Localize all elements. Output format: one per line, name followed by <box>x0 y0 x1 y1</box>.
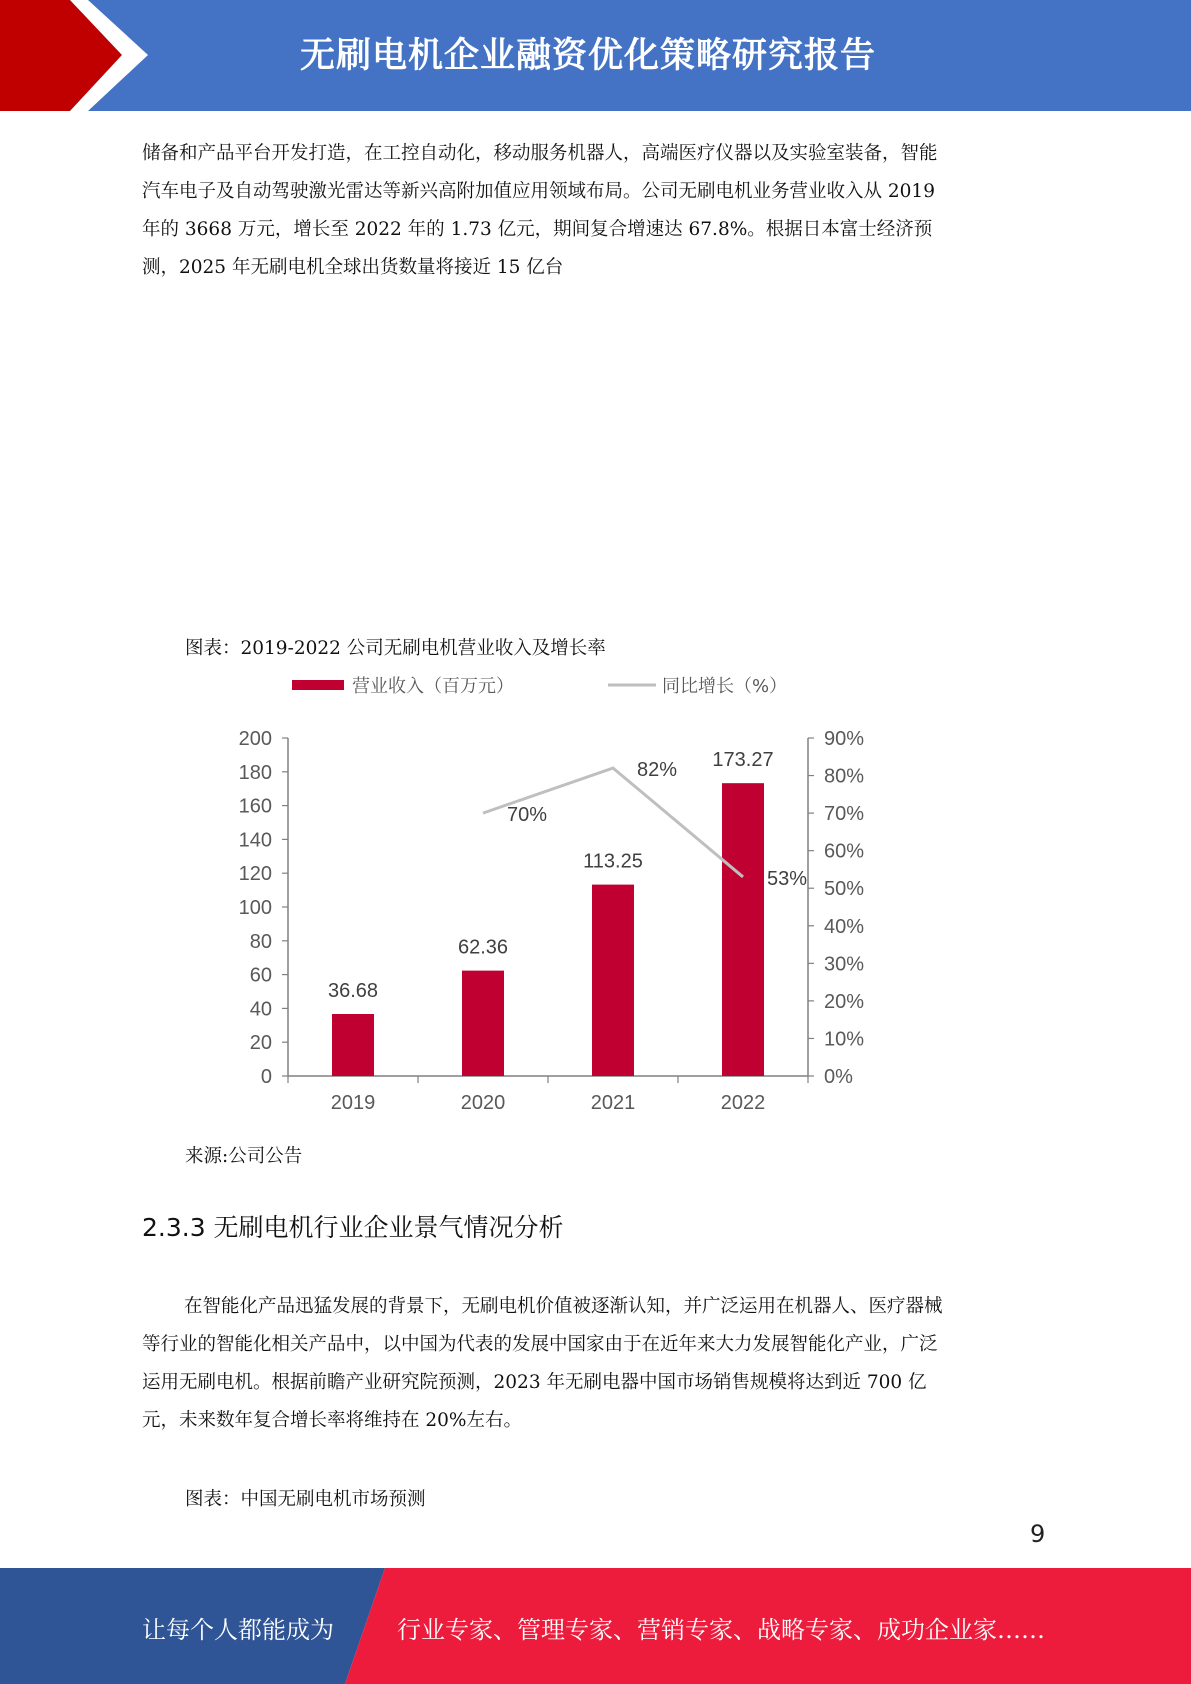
legend-swatch-revenue <box>292 680 344 690</box>
text-line: 运用无刷电机。根据前瞻产业研究院预测，2023 年无刷电器中国市场销售规模将达到近 700 亿 <box>142 1372 927 1393</box>
text-line: 汽车电子及自动驾驶激光雷达等新兴高附加值应用领域布局。公司无刷电机业务营业收入从 2019 <box>142 181 935 202</box>
y-right-tick-label: 70% <box>824 803 865 826</box>
y-right-tick-label: 0% <box>824 1066 853 1088</box>
figure-source: 来源:公司公告 <box>185 1146 303 1167</box>
text-line: 年的 3668 万元，增长至 2022 年的 1.73 亿元，期间复合增速达 67.8%。根据日本富士经济预 <box>142 219 933 240</box>
page-number: 9 <box>1030 1520 1046 1548</box>
y-left-tick-label: 100 <box>238 897 272 919</box>
revenue-bar <box>722 783 764 1076</box>
y-left-tick-label: 120 <box>238 863 272 886</box>
growth-data-label: 82% <box>637 759 678 782</box>
revenue-growth-chart <box>190 660 910 1120</box>
y-left-tick-label: 0 <box>260 1066 272 1088</box>
growth-data-label: 53% <box>767 867 808 890</box>
section-heading: 2.3.3 无刷电机行业企业景气情况分析 <box>142 1213 564 1242</box>
y-left-tick-label: 40 <box>249 998 272 1021</box>
text-line: 等行业的智能化相关产品中，以中国为代表的发展中国家由于在近年来大力发展智能化产业，广泛 <box>142 1334 938 1355</box>
legend-label-growth: 同比增长（%） <box>662 676 788 697</box>
y-right-tick-label: 40% <box>824 915 865 938</box>
intro-paragraph <box>142 135 1047 287</box>
header-arrow-decoration <box>0 0 200 111</box>
y-left-tick-label: 20 <box>249 1032 272 1055</box>
y-right-tick-label: 20% <box>824 990 865 1013</box>
section-paragraph <box>142 1288 1047 1440</box>
x-tick-label: 2021 <box>590 1092 636 1114</box>
y-right-tick-label: 80% <box>824 765 865 788</box>
legend-label-revenue: 营业收入（百万元） <box>352 676 514 697</box>
footer-slogan-right: 行业专家、管理专家、营销专家、战略专家、成功企业家…… <box>397 1616 1045 1644</box>
text-line: 元，未来数年复合增长率将维持在 20%左右。 <box>142 1410 523 1431</box>
figure-caption: 图表：2019-2022 公司无刷电机营业收入及增长率 <box>185 638 606 659</box>
revenue-data-label: 62.36 <box>457 936 509 959</box>
y-left-tick-label: 180 <box>238 761 272 784</box>
page-header <box>0 0 1191 111</box>
y-right-tick-label: 60% <box>824 840 865 863</box>
y-right-tick-label: 30% <box>824 953 865 976</box>
y-right-tick-label: 90% <box>824 728 865 750</box>
x-tick-label: 2022 <box>720 1092 766 1114</box>
x-tick-label: 2020 <box>460 1092 506 1114</box>
revenue-bar <box>462 971 504 1076</box>
y-left-tick-label: 60 <box>249 964 272 987</box>
y-left-tick-label: 200 <box>238 728 272 750</box>
y-left-tick-label: 140 <box>238 829 272 852</box>
report-title: 无刷电机企业融资优化策略研究报告 <box>300 36 877 76</box>
page-footer <box>0 1568 1191 1684</box>
revenue-data-label: 36.68 <box>327 980 379 1003</box>
text-line: 在智能化产品迅猛发展的背景下，无刷电机价值被逐渐认知，并广泛运用在机器人、医疗器械 <box>184 1296 943 1317</box>
y-right-tick-label: 50% <box>824 878 865 901</box>
text-line: 测，2025 年无刷电机全球出货数量将接近 15 亿台 <box>142 257 564 278</box>
y-right-tick-label: 10% <box>824 1028 865 1051</box>
x-tick-label: 2019 <box>330 1092 376 1114</box>
growth-data-label: 70% <box>507 804 548 827</box>
text-line: 储备和产品平台开发打造，在工控自动化，移动服务机器人，高端医疗仪器以及实验室装备，智能 <box>142 143 938 164</box>
revenue-bar <box>592 885 634 1076</box>
revenue-data-label: 113.25 <box>583 850 643 873</box>
footer-slogan-left: 让每个人都能成为 <box>142 1616 334 1644</box>
revenue-data-label: 173.27 <box>712 749 774 772</box>
figure-caption-2: 图表：中国无刷电机市场预测 <box>185 1489 426 1510</box>
revenue-bar <box>332 1014 374 1076</box>
y-left-tick-label: 160 <box>238 795 272 818</box>
y-left-tick-label: 80 <box>249 930 272 953</box>
